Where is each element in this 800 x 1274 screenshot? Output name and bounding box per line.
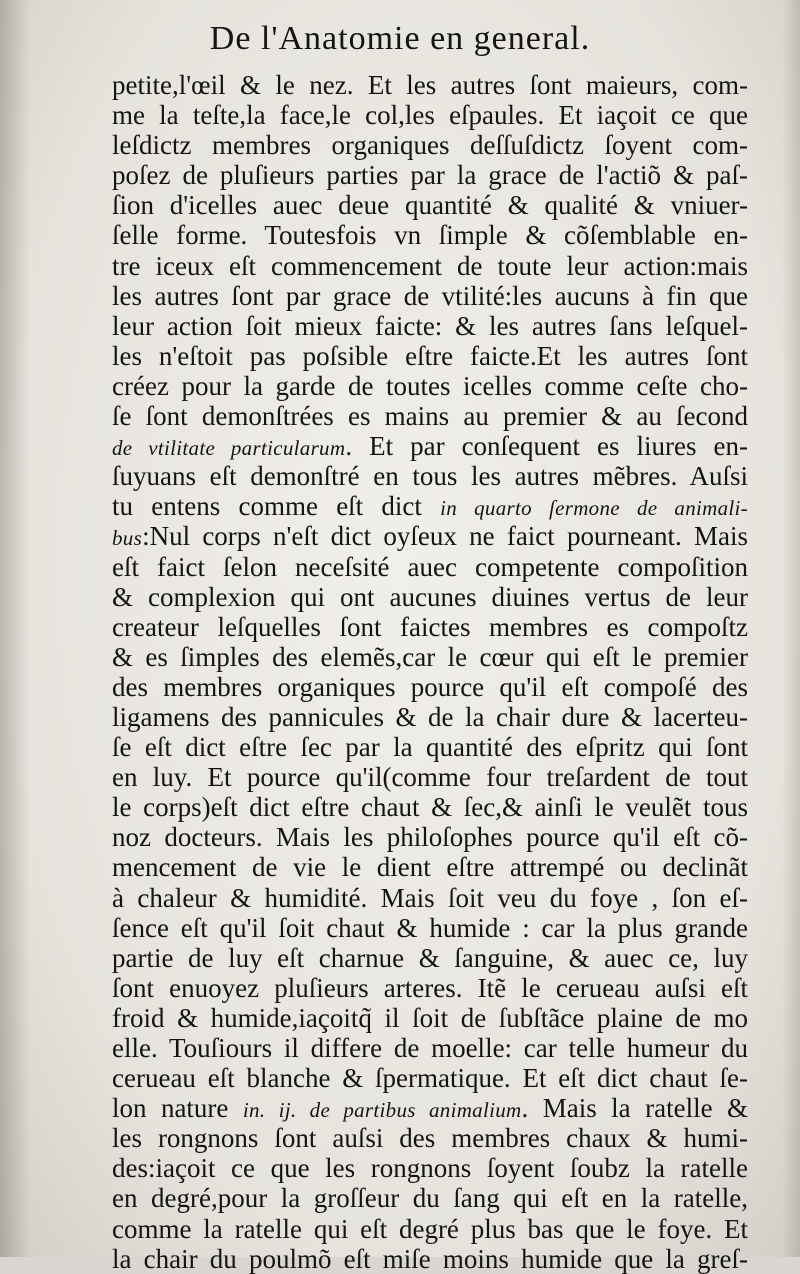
text-line: mencement de vie le dient eſtre attrempé ou declinãt xyxy=(112,852,748,883)
text-line: les n'eſtoit pas poſsible eſtre faicte.Et les autres ſont xyxy=(112,340,748,371)
text-line: ſelle forme. Toutesfois vn ſimple & cõſemblable en- xyxy=(112,220,748,251)
text-line: elle. Touſiours il differe de moelle: car telle humeur du xyxy=(112,1033,748,1063)
page-gutter-shadow xyxy=(0,0,30,1257)
text-line: froid & humide,iaçoitq̃ il ſoit de ſubſtãce plaine de mo xyxy=(112,1002,748,1033)
text-line: cerueau eſt blanche & ſpermatique. Et eſt dict chaut ſe- xyxy=(112,1063,748,1094)
text-line: tu entens comme eſt dict in quarto ſermone de animali- xyxy=(112,491,748,522)
text-line: partie de luy eſt charnue & ſanguine, & auec ce, luy xyxy=(112,942,748,973)
latin-citation: in quarto ſermone de animali- xyxy=(440,496,748,521)
latin-citation: in. ij. de partibus animalium xyxy=(242,1098,522,1123)
text-line: eſt faict ſelon neceſsité auec competente compoſition xyxy=(112,551,748,582)
text-line: lon nature in. ij. de partibus animalium. Mais la ratelle & xyxy=(112,1093,749,1124)
text-line: ligamens des pannicules & de la chair dure & lacerteu- xyxy=(112,701,748,732)
latin-citation: de vtilitate particularum xyxy=(112,436,346,461)
text-line: & es ſimples des elemẽs,car le cœur qui eſt le premier xyxy=(112,641,748,672)
text-line: des membres organiques pource qu'il eſt compoſé des xyxy=(112,671,748,702)
text-line: la chair du poulmõ eſt miſe moins humide que la greſ- xyxy=(112,1243,748,1274)
text-line: createur leſquelles ſont faictes membres es compoſtz xyxy=(112,611,748,642)
running-header: De l'Anatomie en general. xyxy=(209,20,591,57)
text-line: en degré,pour la groſſeur du ſang qui eſt en la ratelle, xyxy=(112,1183,748,1214)
text-line: me la teſte,la face,le col,les eſpaules. Et iaçoit ce que xyxy=(112,100,748,131)
text-line: à chaleur & humidité. Mais ſoit veu du foye , ſon eſ- xyxy=(112,882,748,913)
text-line: ſuyuans eſt demonſtré en tous les autres mẽbres. Auſsi xyxy=(112,461,748,492)
text-line: comme la ratelle qui eſt degré plus bas que le foye. Et xyxy=(112,1213,748,1244)
text-line: ſence eſt qu'il ſoit chaut & humide : car la plus grande xyxy=(112,912,748,943)
body-text xyxy=(112,70,748,1274)
text-line: leſdictz membres organiques deſſuſdictz ſoyent com- xyxy=(112,130,748,161)
text-line: poſez de pluſieurs parties par la grace de l'actiõ & paſ- xyxy=(112,160,748,191)
text-line: leur action ſoit mieux faicte: & les autres ſans leſquel- xyxy=(112,310,748,341)
text-line: ſe ſont demonſtrées es mains au premier & au ſecond xyxy=(112,401,748,432)
text-line: bus:Nul corps n'eſt dict oyſeux ne faict pourneant. Mais xyxy=(112,521,748,552)
text-line: en luy. Et pource qu'il(comme four treſardent de tout xyxy=(112,762,748,793)
text-line: des:iaçoit ce que les rongnons ſoyent ſoubz la ratelle xyxy=(112,1153,748,1184)
text-line: tre iceux eſt commencement de toute leur action:mais xyxy=(112,250,748,281)
text-line: ſe eſt dict eſtre ſec par la quantité des eſpritz qui ſont xyxy=(112,732,748,763)
text-line: ſont enuoyez pluſieurs arteres. Itẽ le cerueau auſsi eſt xyxy=(112,972,748,1003)
text-line: de vtilitate particularum. Et par conſequent es liures en- xyxy=(112,431,748,462)
text-line: noz docteurs. Mais les philoſophes pource qu'il eſt cõ- xyxy=(112,822,748,853)
text-line: petite,l'œil & le nez. Et les autres ſont maieurs, com- xyxy=(112,70,748,100)
text-line: les rongnons ſont auſsi des membres chaux & humi- xyxy=(112,1123,748,1154)
text-line: créez pour la garde de toutes icelles comme ceſte cho- xyxy=(112,370,748,401)
text-line: ſion d'icelles auec deue quantité & qualité & vniuer- xyxy=(112,190,748,221)
page-edge-shadow xyxy=(782,0,800,1257)
latin-citation: bus xyxy=(112,526,143,551)
text-line: le corps)eſt dict eſtre chaut & ſec,& ainſi le veulẽt tous xyxy=(112,792,748,823)
text-line: les autres ſont par grace de vtilité:les aucuns à fin que xyxy=(112,280,748,311)
text-line: & complexion qui ont aucunes diuines vertus de leur xyxy=(112,581,748,612)
